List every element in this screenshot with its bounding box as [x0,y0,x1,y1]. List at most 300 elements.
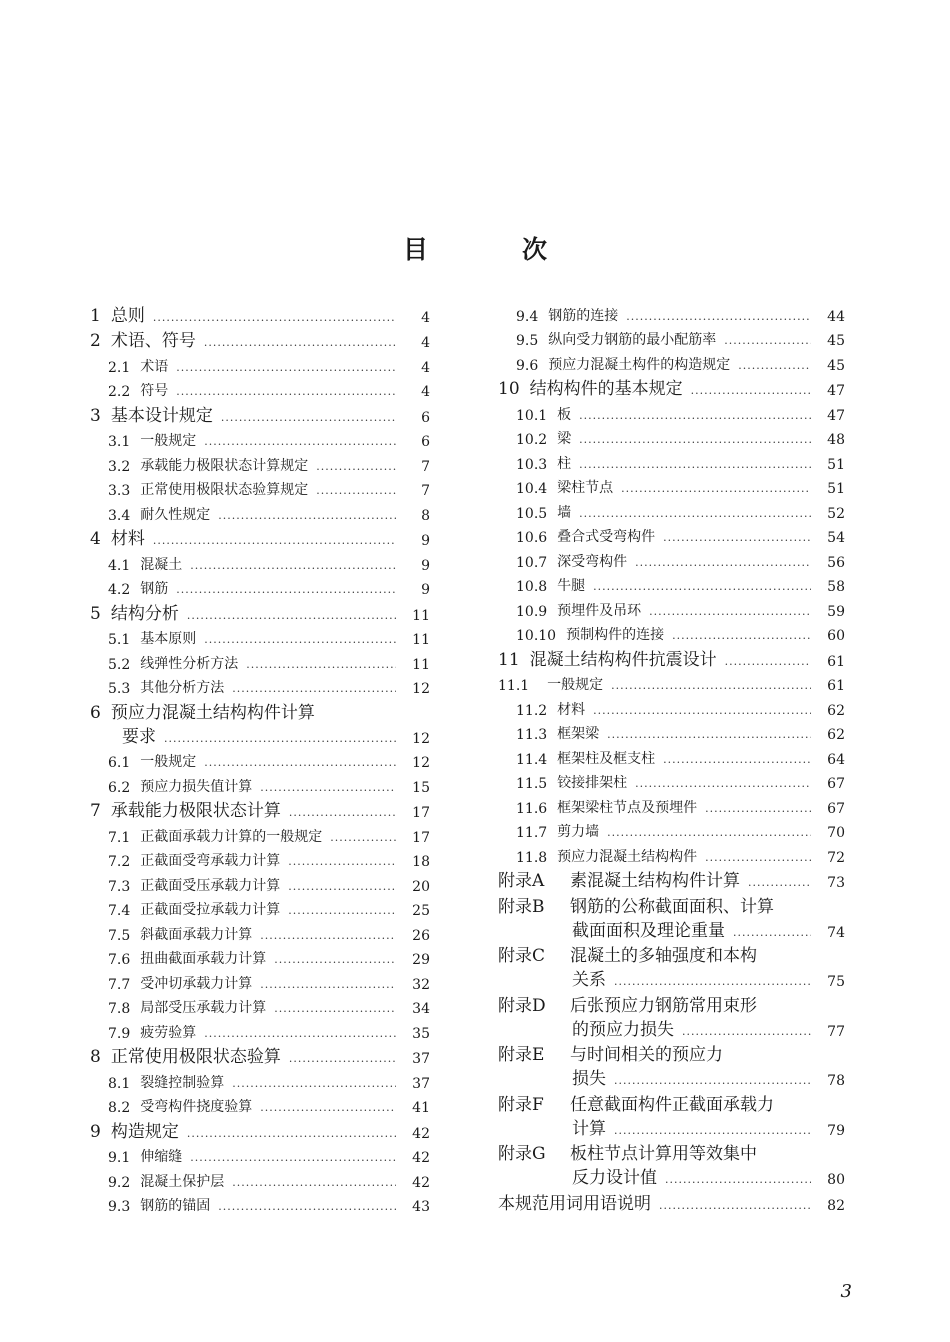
toc-entry-label: 纵向受力钢筋的最小配筋率 [548,332,717,348]
toc-entry-label: 计算 [572,1118,606,1139]
toc-entry-label: 符号 [140,383,169,399]
toc-entry[interactable] [498,473,845,498]
toc-entry[interactable] [498,325,845,350]
toc-entry-number: 7.6 [108,952,131,968]
toc-entry-page: 61 [827,653,845,670]
dot-leader [682,1029,811,1040]
toc-entry-label: 正截面承载力计算的一般规定 [140,828,323,845]
toc-entry-label: 一般规定 [547,677,604,693]
toc-entry-page: 9 [421,582,430,598]
toc-entry-number: 10.7 [516,554,548,571]
toc-entry-number: 5.2 [108,656,131,673]
toc-entry[interactable] [498,374,845,400]
dot-leader [204,439,396,450]
toc-entry-page: 47 [827,383,845,399]
toc-entry-page: 44 [827,308,845,325]
toc-entry-page: 12 [412,755,430,771]
toc-left-column [90,300,430,1215]
toc-entry-page: 51 [827,456,845,473]
dot-leader [635,781,811,792]
toc-entry-label: 梁 [557,431,572,447]
toc-entry-label: 总则 [110,305,145,326]
toc-entry-page: 82 [827,1197,845,1214]
toc-entry-number: 3.4 [108,507,131,524]
dot-leader [659,1203,811,1214]
toc-entry-label: 材料 [110,529,145,549]
toc-entry-number: 6 [90,702,101,723]
title-char-1: 目 [402,235,428,264]
dot-leader [164,736,396,747]
dot-leader [614,1078,811,1089]
dot-leader [316,464,396,475]
toc-entry[interactable] [498,1115,845,1139]
toc-entry-page: 47 [827,407,845,424]
dot-leader [593,584,811,595]
toc-entry-label: 与时间相关的预应力 [570,1045,723,1065]
dot-leader [260,1105,396,1116]
toc-entry-page: 8 [421,507,430,524]
dot-leader [204,637,396,648]
toc-entry[interactable] [498,841,845,866]
toc-entry[interactable] [498,917,845,941]
toc-entry[interactable] [498,1089,845,1115]
toc-entry[interactable] [498,866,845,892]
dot-leader [330,835,396,846]
toc-entry[interactable] [498,448,845,473]
toc-entry-label: 截面面积及理论重量 [572,920,725,941]
toc-entry-page: 60 [827,628,845,644]
toc-entry[interactable] [498,522,845,547]
toc-entry[interactable] [90,300,430,326]
toc-entry-number: 附录G [498,1144,546,1164]
toc-entry-page: 48 [827,432,845,448]
toc-entry[interactable] [498,497,845,522]
toc-entry[interactable] [90,426,430,451]
toc-entry-number: 11.7 [516,825,548,841]
toc-entry-label: 的预应力损失 [572,1019,674,1040]
toc-entry-number: 3.1 [108,434,131,450]
toc-entry-number: 11.8 [516,849,548,866]
toc-entry-page: 25 [412,903,430,919]
toc-entry[interactable] [90,968,430,993]
toc-entry-number: 7.7 [108,976,131,993]
toc-entry[interactable] [90,1042,430,1068]
toc-entry[interactable] [90,1166,430,1191]
dot-leader [635,560,811,571]
toc-entry-number: 11.6 [516,800,548,817]
dot-leader [705,806,811,817]
toc-entry[interactable] [90,1191,430,1216]
toc-entry[interactable] [90,919,430,944]
dot-leader [204,760,396,771]
toc-entry-label: 正常使用极限状态验算规定 [140,482,309,498]
toc-entry-number: 10.2 [516,432,548,448]
toc-entry-number: 2.1 [108,359,131,376]
dot-leader [665,1177,811,1188]
toc-entry[interactable] [90,870,430,895]
toc-entry-page: 74 [827,924,845,941]
toc-entry-number: 附录A [498,871,545,891]
toc-entry-page: 4 [421,335,430,351]
toc-entry-number: 11 [498,649,520,670]
toc-entry[interactable] [90,475,430,500]
toc-entry[interactable] [498,792,845,817]
toc-entry-page: 26 [412,927,430,944]
toc-entry[interactable] [498,644,845,670]
toc-entry[interactable] [498,571,845,596]
toc-entry-page: 18 [412,854,430,870]
toc-entry-label: 钢筋的连接 [548,307,619,324]
toc-entry-label: 构造规定 [110,1121,179,1142]
toc-entry-page: 67 [827,776,845,792]
toc-entry-number: 10.9 [516,603,548,620]
dot-leader [187,613,396,624]
dot-leader [204,1031,396,1042]
toc-entry[interactable] [498,817,845,842]
toc-entry-page: 11 [412,607,430,624]
toc-entry-number: 11.5 [516,776,548,792]
toc-entry[interactable] [90,376,430,401]
dot-leader [218,513,396,524]
toc-entry-label: 基本原则 [140,631,197,647]
toc-entry-number: 8.2 [108,1100,131,1116]
toc-entry-label: 预应力损失值计算 [140,778,253,795]
toc-entry-label: 损失 [572,1069,606,1089]
toc-entry[interactable] [90,499,430,524]
toc-entry[interactable] [498,1139,845,1165]
toc-entry[interactable] [498,990,845,1016]
dot-leader [232,1180,396,1191]
toc-entry[interactable] [90,747,430,772]
dot-leader [579,413,811,424]
toc-entry-label: 结构分析 [110,603,179,624]
toc-entry[interactable] [90,697,430,723]
dot-leader [316,488,396,499]
toc-entry-label: 受冲切承载力计算 [140,975,253,992]
toc-entry-label: 本规范用词用语说明 [498,1193,651,1214]
dot-leader [579,511,811,522]
toc-entry-number: 11.1 [498,678,530,694]
toc-entry-label: 剪力墙 [557,824,600,840]
toc-entry-page: 6 [421,434,430,450]
dot-leader [621,486,811,497]
dot-leader [579,462,811,473]
toc-entry-label: 术语、符号 [110,331,196,351]
toc-entry-page: 7 [421,483,430,499]
toc-entry-label: 板 [557,406,572,423]
dot-leader [221,415,396,426]
toc-entry-label: 预制构件的连接 [566,627,665,643]
toc-entry-page: 73 [827,875,845,891]
toc-entry-number: 3.2 [108,458,131,475]
toc-entry[interactable] [90,450,430,475]
toc-entry[interactable] [498,694,845,719]
toc-entry-label: 伸缩缝 [140,1149,183,1165]
toc-entry-number: 8.1 [108,1075,131,1092]
toc-entry-page: 37 [412,1051,430,1067]
page-number: 3 [840,1281,852,1302]
toc-entry-page: 11 [412,632,430,648]
toc-entry[interactable] [498,1065,845,1089]
toc-entry[interactable] [498,595,845,620]
dot-leader [748,880,811,891]
toc-entry[interactable] [90,796,430,822]
toc-entry-label: 素混凝土结构构件计算 [570,871,740,891]
toc-entry[interactable] [90,1067,430,1092]
toc-entry[interactable] [498,546,845,571]
toc-entry-label: 深受弯构件 [557,553,628,570]
dot-leader [705,855,811,866]
toc-entry-label: 板柱节点计算用等效集中 [570,1144,757,1164]
toc-entry[interactable] [90,673,430,698]
toc-entry-label: 任意截面构件正截面承载力 [570,1094,774,1115]
toc-entry-number: 7.8 [108,1001,131,1017]
toc-entry[interactable] [90,895,430,920]
toc-entry-label: 正常使用极限状态验算 [110,1047,281,1067]
toc-entry[interactable] [90,400,430,426]
toc-entry-number: 1 [90,305,101,326]
toc-entry-label: 墙 [557,504,572,521]
toc-entry-page: 62 [827,727,845,743]
toc-entry-number: 6.1 [108,755,131,771]
toc-entry-label: 混凝土结构构件抗震设计 [529,649,717,670]
toc-entry-page: 54 [827,530,845,546]
toc-entry-label: 框架柱及框支柱 [557,750,656,767]
toc-entry[interactable] [498,1016,845,1040]
toc-entry-number: 11.2 [516,702,548,719]
dot-leader [260,933,396,944]
toc-entry-label: 框架梁 [557,726,600,742]
toc-entry-label: 牛腿 [557,578,586,594]
toc-entry-page: 78 [827,1073,845,1089]
toc-entry-page: 4 [421,384,430,400]
toc-entry-label: 反力设计值 [572,1168,657,1188]
toc-entry[interactable] [90,326,430,352]
toc-entry-label: 材料 [557,701,586,718]
toc-entry[interactable] [90,1092,430,1117]
toc-entry-number: 10.1 [516,407,548,424]
toc-entry-number: 5.1 [108,632,131,648]
toc-entry[interactable] [90,1017,430,1042]
toc-entry-number: 7.9 [108,1025,131,1042]
dot-leader [187,1131,396,1142]
toc-entry-page: 15 [412,779,430,796]
toc-entry[interactable] [90,549,430,574]
toc-entry-number: 4.2 [108,582,131,598]
dot-leader [176,389,396,400]
toc-entry-page: 4 [421,309,430,326]
toc-entry-label: 线弹性分析方法 [140,655,239,672]
toc-entry[interactable] [90,524,430,550]
toc-entry-label: 框架梁柱节点及预埋件 [557,799,698,816]
toc-entry[interactable] [90,351,430,376]
toc-entry-page: 45 [827,357,845,374]
toc-entry-number: 9 [90,1121,101,1142]
toc-entry-label: 铰接排架柱 [557,775,628,791]
toc-entry-number: 9.4 [516,308,539,325]
toc-entry-number: 3.3 [108,483,131,499]
toc-entry-label: 柱 [557,455,572,472]
dot-leader [611,683,811,694]
toc-entry-label: 裂缝控制验算 [140,1074,225,1091]
toc-entry-page: 7 [421,458,430,475]
toc-entry-page: 29 [412,952,430,968]
toc-entry-page: 59 [827,603,845,620]
toc-entry-label: 预应力混凝土构件的构造规定 [548,356,731,373]
toc-entry[interactable] [498,670,845,695]
toc-entry-label: 关系 [572,970,606,990]
toc-entry-label: 受弯构件挠度验算 [140,1099,253,1115]
dot-leader [607,830,811,841]
toc-right-column [498,300,845,1214]
toc-entry[interactable] [498,941,845,967]
toc-entry[interactable] [498,399,845,424]
toc-entry-label: 疲劳验算 [140,1024,197,1041]
toc-entry-page: 9 [421,533,430,549]
toc-entry[interactable] [90,598,430,624]
toc-entry-page: 35 [412,1025,430,1042]
toc-entry-number: 10.6 [516,530,548,546]
toc-entry-label: 承载能力极限状态计算规定 [140,457,309,474]
toc-entry-page: 17 [412,805,430,821]
toc-entry-page: 17 [412,829,430,846]
toc-entry[interactable] [90,944,430,969]
toc-entry-number: 10.10 [516,628,557,644]
dot-leader [649,609,811,620]
toc-entry-label: 混凝土 [140,556,183,573]
toc-entry-number: 附录D [498,995,546,1016]
toc-entry[interactable] [90,771,430,796]
toc-entry-page: 45 [827,333,845,349]
toc-entry-page: 32 [412,976,430,993]
toc-entry-label: 钢筋的锚固 [140,1198,211,1214]
toc-entry[interactable] [90,648,430,673]
dot-leader [260,982,396,993]
toc-entry-label: 要求 [122,726,156,747]
dot-leader [260,785,396,796]
dot-leader [190,563,396,574]
toc-entry-label: 混凝土保护层 [140,1173,225,1190]
toc-entry-page: 37 [412,1075,430,1092]
toc-entry-label: 正截面受弯承载力计算 [140,853,281,869]
toc-entry-page: 20 [412,878,430,895]
toc-entry-number: 7.1 [108,829,131,846]
dot-leader [288,884,396,895]
toc-entry-page: 42 [412,1174,430,1191]
toc-entry[interactable] [90,821,430,846]
toc-entry[interactable] [90,1116,430,1142]
dot-leader [579,437,811,448]
toc-entry-number: 2.2 [108,384,131,400]
toc-entry-label: 局部受压承载力计算 [140,1000,267,1016]
toc-entry[interactable] [90,1142,430,1167]
dot-leader [232,1081,396,1092]
dot-leader [593,708,811,719]
dot-leader [663,757,811,768]
dot-leader [176,587,396,598]
toc-entry-page: 34 [412,1001,430,1017]
toc-entry[interactable] [90,993,430,1018]
dot-leader [153,315,396,326]
toc-entry-number: 7.3 [108,878,131,895]
toc-entry-label: 正截面受拉承载力计算 [140,902,281,918]
dot-leader [218,1204,396,1215]
dot-leader [724,338,811,349]
toc-entry-number: 5.3 [108,681,131,697]
dot-leader [204,340,396,351]
toc-entry[interactable] [498,966,845,990]
toc-entry-number: 9.3 [108,1199,131,1215]
toc-entry-number: 附录C [498,946,546,966]
dot-leader [288,859,396,870]
toc-entry-page: 61 [827,678,845,694]
toc-entry-number: 5 [90,603,101,624]
toc-entry-number: 9.2 [108,1174,131,1191]
toc-entry[interactable] [498,424,845,449]
toc-entry[interactable] [498,768,845,793]
toc-entry[interactable] [90,624,430,649]
toc-entry-page: 67 [827,800,845,817]
toc-entry-number: 6.2 [108,779,131,796]
dot-leader [288,908,396,919]
toc-entry-label: 钢筋的公称截面面积、计算 [570,896,774,917]
toc-entry-label: 预埋件及吊环 [557,602,642,619]
dot-leader [232,686,396,697]
toc-entry[interactable] [90,846,430,871]
toc-entry-number: 7.4 [108,903,131,919]
toc-entry[interactable] [498,349,845,374]
toc-entry-label: 预应力混凝土结构构件计算 [110,702,315,723]
toc-entry-label: 其他分析方法 [140,680,225,696]
toc-entry-number: 附录F [498,1094,544,1115]
toc-entry-label: 后张预应力钢筋常用束形 [570,995,757,1016]
toc-entry[interactable] [498,743,845,768]
toc-entry-label: 斜截面承载力计算 [140,926,253,943]
toc-entry[interactable] [498,1188,845,1214]
toc-entry-number: 9.1 [108,1150,131,1166]
toc-entry-label: 正截面受压承载力计算 [140,877,281,894]
toc-entry[interactable] [498,1164,845,1188]
toc-entry-page: 4 [421,359,430,376]
toc-entry-number: 9.6 [516,357,539,374]
toc-entry-number: 7 [90,801,101,821]
dot-leader [246,662,396,673]
toc-entry-number: 7.5 [108,927,131,944]
dot-leader [672,633,811,644]
toc-entry-number: 2 [90,331,101,351]
toc-entry-page: 70 [827,825,845,841]
toc-entry[interactable] [498,300,845,325]
toc-entry-number: 4 [90,529,101,549]
page-title [0,230,950,270]
toc-entry[interactable] [90,574,430,599]
dot-leader [289,810,396,821]
toc-entry[interactable] [498,891,845,917]
toc-entry-number: 4.1 [108,557,131,574]
dot-leader [274,957,396,968]
toc-entry-label: 承载能力极限状态计算 [110,801,281,821]
toc-entry-page: 12 [412,681,430,697]
toc-entry-page: 75 [827,974,845,990]
dot-leader [190,1155,396,1166]
dot-leader [289,1056,396,1067]
toc-entry-number: 附录E [498,1045,545,1065]
toc-entry[interactable] [498,620,845,645]
toc-entry[interactable] [498,1040,845,1066]
toc-entry[interactable] [90,723,430,747]
toc-entry[interactable] [498,719,845,744]
title-char-2: 次 [522,235,548,264]
